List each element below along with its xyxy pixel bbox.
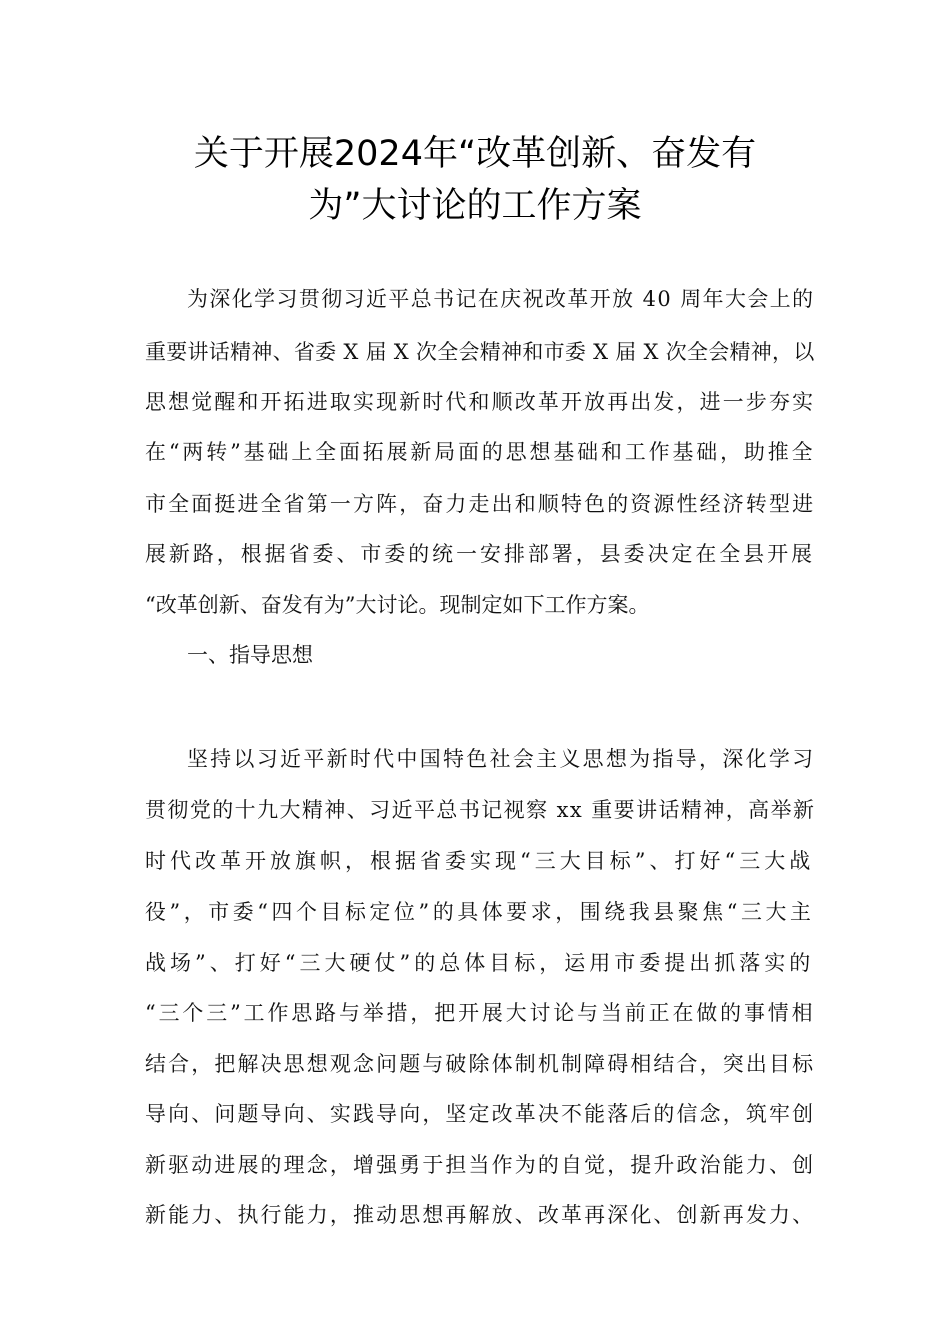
- section1-line: 役”，市委“四个目标定位”的具体要求，围绕我县聚焦“三大主: [145, 900, 815, 924]
- section-heading-guiding-ideology: 一、指导思想: [187, 643, 313, 667]
- document-title-line-2: 为”大讨论的工作方案: [308, 186, 642, 226]
- intro-line: 重要讲话精神、省委 X 届 X 次全会精神和市委 X 届 X 次全会精神，以: [145, 340, 815, 364]
- section1-line: “三个三”工作思路与举措，把开展大讨论与当前正在做的事情相: [145, 1001, 816, 1025]
- section1-line: 结合，把解决思想观念问题与破除体制机制障碍相结合，突出目标: [145, 1052, 816, 1076]
- section1-line: 战场”、打好“三大硬仗”的总体目标，运用市委提出抓落实的: [145, 951, 815, 975]
- section1-line: 新能力、执行能力，推动思想再解放、改革再深化、创新再发力、: [145, 1203, 816, 1227]
- section1-line: 时代改革开放旗帜，根据省委实现“三大目标”、打好“三大战: [145, 849, 815, 873]
- intro-line: 思想觉醒和开拓进取实现新时代和顺改革开放再出发，进一步夯实: [145, 390, 816, 414]
- intro-line: 展新路，根据省委、市委的统一安排部署，县委决定在全县开展: [145, 542, 816, 566]
- document-title-line-1: 关于开展2024年“改革创新、奋发有: [193, 134, 757, 174]
- section1-line: 新驱动进展的理念，增强勇于担当作为的自觉，提升政治能力、创: [145, 1153, 816, 1177]
- intro-line: 为深化学习贯彻习近平总书记在庆祝改革开放 40 周年大会上的: [187, 287, 815, 311]
- section1-line: 坚持以习近平新时代中国特色社会主义思想为指导，深化学习: [187, 747, 816, 771]
- section1-line: 导向、问题导向、实践导向，坚定改革决不能落后的信念，筑牢创: [145, 1102, 816, 1126]
- intro-line: “改革创新、奋发有为”大讨论。现制定如下工作方案。: [145, 593, 650, 617]
- intro-line: 市全面挺进全省第一方阵，奋力走出和顺特色的资源性经济转型进: [145, 492, 816, 516]
- intro-line: 在“两转”基础上全面拓展新局面的思想基础和工作基础，助推全: [145, 440, 816, 464]
- section1-line: 贯彻党的十九大精神、习近平总书记视察 xx 重要讲话精神，高举新: [145, 798, 816, 822]
